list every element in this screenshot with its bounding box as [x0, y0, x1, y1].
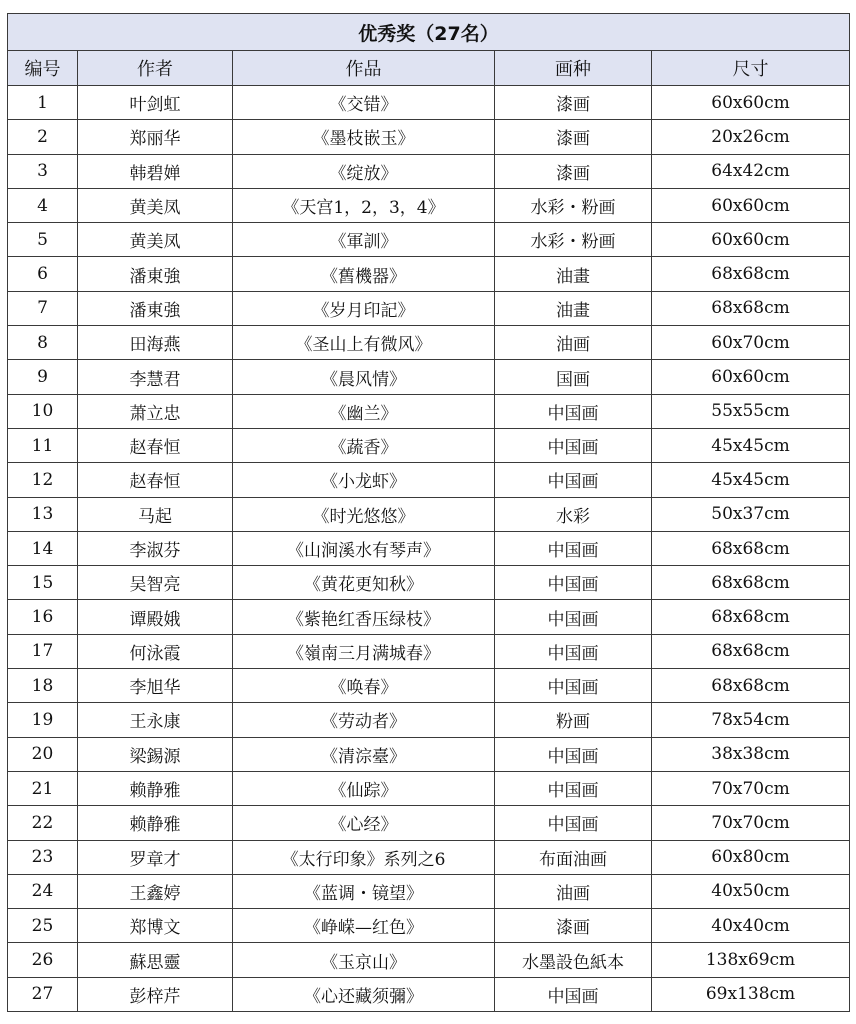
cell-medium: 水彩・粉画 [495, 223, 652, 257]
cell-author: 黄美凤 [78, 188, 233, 222]
cell-size: 60x80cm [652, 840, 850, 874]
cell-medium: 中国画 [495, 531, 652, 565]
table-row [8, 977, 850, 1011]
cell-author: 潘東強 [78, 291, 233, 325]
cell-number: 2 [8, 120, 78, 154]
table-row [8, 360, 850, 394]
cell-size: 50x37cm [652, 497, 850, 531]
cell-work: 《太行印象》系列之6 [233, 840, 495, 874]
cell-size: 68x68cm [652, 566, 850, 600]
table-row [8, 737, 850, 771]
cell-author: 郑博文 [78, 909, 233, 943]
cell-medium: 漆画 [495, 154, 652, 188]
award-table-container [7, 13, 849, 1012]
cell-author: 赖静雅 [78, 771, 233, 805]
cell-size: 68x68cm [652, 669, 850, 703]
table-row [8, 806, 850, 840]
cell-medium: 中国画 [495, 394, 652, 428]
cell-medium: 中国画 [495, 463, 652, 497]
cell-author: 蘇思靈 [78, 943, 233, 977]
cell-work: 《紫艳红香压绿枝》 [233, 600, 495, 634]
cell-author: 罗章才 [78, 840, 233, 874]
cell-author: 王永康 [78, 703, 233, 737]
cell-work: 《唤春》 [233, 669, 495, 703]
cell-medium: 油画 [495, 326, 652, 360]
table-row [8, 291, 850, 325]
cell-size: 45x45cm [652, 428, 850, 462]
cell-size: 60x60cm [652, 188, 850, 222]
cell-author: 赵春恒 [78, 463, 233, 497]
cell-medium: 水彩 [495, 497, 652, 531]
cell-medium: 中国画 [495, 771, 652, 805]
cell-number: 4 [8, 188, 78, 222]
cell-author: 何泳霞 [78, 634, 233, 668]
cell-medium: 粉画 [495, 703, 652, 737]
cell-number: 27 [8, 977, 78, 1011]
cell-medium: 漆画 [495, 120, 652, 154]
cell-work: 《岁月印記》 [233, 291, 495, 325]
cell-author: 李淑芬 [78, 531, 233, 565]
cell-medium: 中国画 [495, 737, 652, 771]
table-row [8, 497, 850, 531]
cell-work: 《绽放》 [233, 154, 495, 188]
column-header-medium: 画种 [495, 51, 652, 86]
table-row [8, 943, 850, 977]
cell-size: 68x68cm [652, 634, 850, 668]
cell-number: 24 [8, 874, 78, 908]
cell-work: 《山涧溪水有琴声》 [233, 531, 495, 565]
cell-size: 68x68cm [652, 257, 850, 291]
table-row [8, 634, 850, 668]
cell-number: 5 [8, 223, 78, 257]
cell-size: 60x60cm [652, 223, 850, 257]
cell-size: 68x68cm [652, 600, 850, 634]
cell-author: 王鑫婷 [78, 874, 233, 908]
cell-number: 8 [8, 326, 78, 360]
cell-number: 22 [8, 806, 78, 840]
cell-medium: 中国画 [495, 806, 652, 840]
table-row [8, 840, 850, 874]
cell-medium: 水墨設色紙本 [495, 943, 652, 977]
cell-work: 《軍訓》 [233, 223, 495, 257]
cell-number: 23 [8, 840, 78, 874]
cell-size: 40x40cm [652, 909, 850, 943]
table-title-row [8, 14, 850, 51]
table-row [8, 326, 850, 360]
table-row [8, 600, 850, 634]
cell-work: 《幽兰》 [233, 394, 495, 428]
table-row [8, 669, 850, 703]
cell-work: 《交错》 [233, 86, 495, 120]
cell-size: 68x68cm [652, 531, 850, 565]
cell-work: 《黄花更知秋》 [233, 566, 495, 600]
cell-number: 20 [8, 737, 78, 771]
cell-number: 12 [8, 463, 78, 497]
cell-work: 《晨风情》 [233, 360, 495, 394]
cell-medium: 中国画 [495, 566, 652, 600]
cell-number: 17 [8, 634, 78, 668]
cell-number: 11 [8, 428, 78, 462]
cell-number: 1 [8, 86, 78, 120]
cell-author: 彭梓芹 [78, 977, 233, 1011]
cell-size: 45x45cm [652, 463, 850, 497]
column-header-number: 编号 [8, 51, 78, 86]
cell-number: 16 [8, 600, 78, 634]
cell-medium: 漆画 [495, 909, 652, 943]
cell-author: 赵春恒 [78, 428, 233, 462]
cell-author: 叶剑虹 [78, 86, 233, 120]
cell-medium: 国画 [495, 360, 652, 394]
table-row [8, 566, 850, 600]
cell-number: 9 [8, 360, 78, 394]
cell-work: 《清淙臺》 [233, 737, 495, 771]
cell-number: 19 [8, 703, 78, 737]
cell-size: 60x70cm [652, 326, 850, 360]
cell-number: 10 [8, 394, 78, 428]
cell-medium: 中国画 [495, 669, 652, 703]
cell-number: 25 [8, 909, 78, 943]
cell-number: 3 [8, 154, 78, 188]
cell-work: 《劳动者》 [233, 703, 495, 737]
cell-author: 赖静雅 [78, 806, 233, 840]
cell-work: 《小龙虾》 [233, 463, 495, 497]
cell-size: 20x26cm [652, 120, 850, 154]
cell-work: 《心还藏须彌》 [233, 977, 495, 1011]
table-header-row [8, 51, 850, 86]
cell-author: 谭殿娥 [78, 600, 233, 634]
cell-number: 7 [8, 291, 78, 325]
table-row [8, 120, 850, 154]
table-row [8, 154, 850, 188]
table-title: 优秀奖（27名） [8, 14, 850, 51]
table-row [8, 188, 850, 222]
cell-author: 李旭华 [78, 669, 233, 703]
cell-work: 《心经》 [233, 806, 495, 840]
cell-work: 《蓝调・镜望》 [233, 874, 495, 908]
cell-size: 138x69cm [652, 943, 850, 977]
cell-work: 《圣山上有微风》 [233, 326, 495, 360]
cell-medium: 中国画 [495, 634, 652, 668]
cell-size: 38x38cm [652, 737, 850, 771]
cell-work: 《仙踪》 [233, 771, 495, 805]
cell-work: 《时光悠悠》 [233, 497, 495, 531]
cell-medium: 油畫 [495, 257, 652, 291]
table-row [8, 531, 850, 565]
cell-author: 韩碧婵 [78, 154, 233, 188]
cell-number: 21 [8, 771, 78, 805]
cell-number: 6 [8, 257, 78, 291]
cell-author: 黄美凤 [78, 223, 233, 257]
cell-number: 26 [8, 943, 78, 977]
cell-author: 梁錫源 [78, 737, 233, 771]
cell-author: 潘東強 [78, 257, 233, 291]
cell-work: 《蔬香》 [233, 428, 495, 462]
cell-medium: 布面油画 [495, 840, 652, 874]
table-row [8, 394, 850, 428]
table-row [8, 463, 850, 497]
cell-size: 78x54cm [652, 703, 850, 737]
cell-work: 《嶺南三月满城春》 [233, 634, 495, 668]
cell-size: 64x42cm [652, 154, 850, 188]
table-row [8, 257, 850, 291]
cell-medium: 油画 [495, 874, 652, 908]
award-table [7, 13, 850, 1012]
cell-number: 14 [8, 531, 78, 565]
cell-size: 40x50cm [652, 874, 850, 908]
column-header-work: 作品 [233, 51, 495, 86]
table-row [8, 771, 850, 805]
cell-work: 《墨枝嵌玉》 [233, 120, 495, 154]
table-body [8, 86, 850, 1012]
cell-size: 68x68cm [652, 291, 850, 325]
cell-size: 70x70cm [652, 806, 850, 840]
table-row [8, 909, 850, 943]
table-row [8, 703, 850, 737]
cell-medium: 水彩・粉画 [495, 188, 652, 222]
cell-medium: 油畫 [495, 291, 652, 325]
cell-work: 《峥嵘—红色》 [233, 909, 495, 943]
cell-work: 《舊機器》 [233, 257, 495, 291]
table-row [8, 86, 850, 120]
cell-work: 《玉京山》 [233, 943, 495, 977]
cell-author: 萧立忠 [78, 394, 233, 428]
cell-number: 15 [8, 566, 78, 600]
cell-number: 13 [8, 497, 78, 531]
cell-work: 《天宫1，2，3，4》 [233, 188, 495, 222]
column-header-author: 作者 [78, 51, 233, 86]
column-header-size: 尺寸 [652, 51, 850, 86]
cell-medium: 中国画 [495, 977, 652, 1011]
cell-author: 吴智亮 [78, 566, 233, 600]
table-row [8, 428, 850, 462]
cell-medium: 中国画 [495, 600, 652, 634]
cell-size: 60x60cm [652, 86, 850, 120]
cell-medium: 漆画 [495, 86, 652, 120]
cell-medium: 中国画 [495, 428, 652, 462]
cell-author: 马起 [78, 497, 233, 531]
cell-author: 田海燕 [78, 326, 233, 360]
cell-size: 69x138cm [652, 977, 850, 1011]
cell-size: 60x60cm [652, 360, 850, 394]
table-row [8, 874, 850, 908]
table-row [8, 223, 850, 257]
cell-number: 18 [8, 669, 78, 703]
cell-size: 55x55cm [652, 394, 850, 428]
cell-size: 70x70cm [652, 771, 850, 805]
cell-author: 李慧君 [78, 360, 233, 394]
cell-author: 郑丽华 [78, 120, 233, 154]
